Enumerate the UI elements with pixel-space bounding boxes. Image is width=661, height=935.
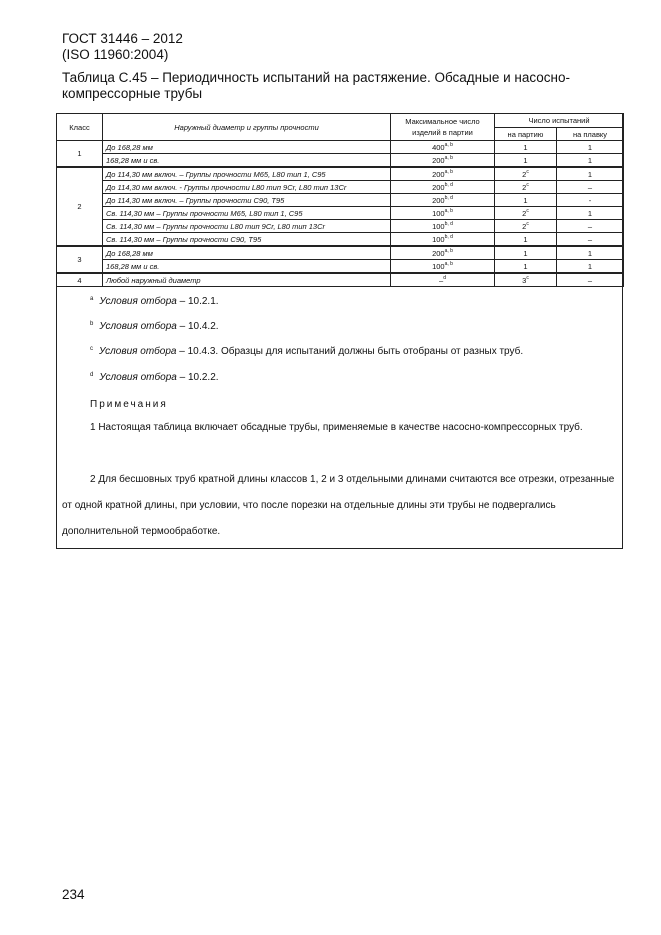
cell-per-lot: 2$^c$ [495, 207, 557, 220]
test-frequency-table [56, 113, 624, 287]
table-row [57, 273, 624, 287]
cell-per-heat: 1 [557, 141, 624, 154]
cell-per-lot: 2$^c$ [495, 167, 557, 181]
footnote-b: $^b$ Условия отбора – 10.4.2. [90, 321, 219, 332]
footnote-a: $^a$ Условия отбора – 10.2.1. [90, 296, 219, 307]
header-per-heat: на плавку [557, 128, 624, 141]
cell-max-items: –$^d$ [391, 273, 495, 287]
cell-per-lot: 1 [495, 233, 557, 247]
cell-per-heat: – [557, 233, 624, 247]
table-row [57, 233, 624, 247]
cell-diameter: 168,28 мм и св. [103, 260, 391, 274]
cell-per-lot: 1 [495, 260, 557, 274]
cell-diameter: До 168,28 мм [103, 141, 391, 154]
cell-class: 1 [57, 141, 103, 168]
cell-per-heat: 1 [557, 167, 624, 181]
cell-diameter: До 168,28 мм [103, 246, 391, 260]
table-row [57, 220, 624, 233]
document-header [62, 31, 183, 63]
cell-per-heat: 1 [557, 154, 624, 168]
table-row [57, 154, 624, 168]
cell-max-items: 200$^{b, d}$ [391, 181, 495, 194]
cell-diameter: Св. 114,30 мм – Группы прочности М65, L80 тип 1, С95 [103, 207, 391, 220]
cell-max-items: 200$^{a, b}$ [391, 154, 495, 168]
cell-max-items: 200$^{a, b}$ [391, 246, 495, 260]
cell-per-heat: 1 [557, 207, 624, 220]
cell-diameter: До 114,30 мм включ. – Группы прочности М65, L80 тип 1, С95 [103, 167, 391, 181]
cell-per-lot: 3$^c$ [495, 273, 557, 287]
header-tests: Число испытаний [495, 114, 624, 128]
cell-max-items: 400$^{a, b}$ [391, 141, 495, 154]
table-row [57, 167, 624, 181]
cell-per-lot: 1 [495, 141, 557, 154]
notes-heading: Примечания [90, 399, 168, 410]
cell-per-lot: 1 [495, 194, 557, 207]
table-row [57, 246, 624, 260]
cell-per-lot: 1 [495, 246, 557, 260]
cell-per-heat: – [557, 220, 624, 233]
cell-diameter: Св. 114,30 мм – Группы прочности С90, Т95 [103, 233, 391, 247]
page-number: 234 [62, 887, 85, 902]
footnote-c: $^c$ Условия отбора – 10.4.3. Образцы для испытаний должны быть отобраны от разных труб. [90, 346, 524, 357]
cell-per-heat: – [557, 273, 624, 287]
footnote-d: $^d$ Условия отбора – 10.2.2. [90, 372, 219, 383]
cell-diameter: До 114,30 мм включ. – Группы прочности С90, Т95 [103, 194, 391, 207]
table-caption: Таблица С.45 – Периодичность испытаний на растяжение. Обсадные и насосно-компрессорные трубы [62, 70, 570, 101]
cell-diameter: Св. 114,30 мм – Группы прочности L80 тип 9Cr, L80 тип 13Cr [103, 220, 391, 233]
cell-max-items: 100$^{b, d}$ [391, 233, 495, 247]
note-2: 2 Для бесшовных труб кратной длины классов 1, 2 и 3 отдельными длинами считаются все отрезки, отрезанные от одной кратной длины, при условии, что после порезки на отдельные длины эти трубы не подвергались дополнительной термообработке. [62, 474, 615, 537]
cell-max-items: 200$^{b, d}$ [391, 194, 495, 207]
header-class: Класс [57, 114, 103, 141]
cell-max-items: 100$^{b, d}$ [391, 220, 495, 233]
standard-number: ГОСТ 31446 – 2012 [62, 31, 183, 46]
cell-per-lot: 2$^c$ [495, 220, 557, 233]
cell-per-heat: 1 [557, 260, 624, 274]
cell-class: 3 [57, 246, 103, 273]
iso-reference: (ISO 11960:2004) [62, 47, 169, 62]
cell-class: 2 [57, 167, 103, 246]
table-row [57, 207, 624, 220]
cell-max-items: 200$^{a, b}$ [391, 167, 495, 181]
cell-diameter: Любой наружный диаметр [103, 273, 391, 287]
table-row [57, 181, 624, 194]
cell-per-heat: 1 [557, 246, 624, 260]
cell-diameter: 168,28 мм и св. [103, 154, 391, 168]
header-max-items: Максимальное число изделий в партии [391, 114, 495, 141]
cell-per-heat: – [557, 181, 624, 194]
cell-max-items: 100$^{a, b}$ [391, 260, 495, 274]
cell-per-lot: 1 [495, 154, 557, 168]
cell-per-lot: 2$^c$ [495, 181, 557, 194]
header-per-lot: на партию [495, 128, 557, 141]
cell-class: 4 [57, 273, 103, 287]
note-1: 1 Настоящая таблица включает обсадные трубы, применяемые в качестве насосно-компрессорных труб. [90, 422, 583, 433]
table-row [57, 194, 624, 207]
table-row [57, 141, 624, 154]
header-diameter: Наружный диаметр и группы прочности [103, 114, 391, 141]
table-row [57, 260, 624, 274]
cell-per-heat: - [557, 194, 624, 207]
cell-diameter: До 114,30 мм включ. - Группы прочности L80 тип 9Cr, L80 тип 13Cr [103, 181, 391, 194]
cell-max-items: 100$^{a, b}$ [391, 207, 495, 220]
